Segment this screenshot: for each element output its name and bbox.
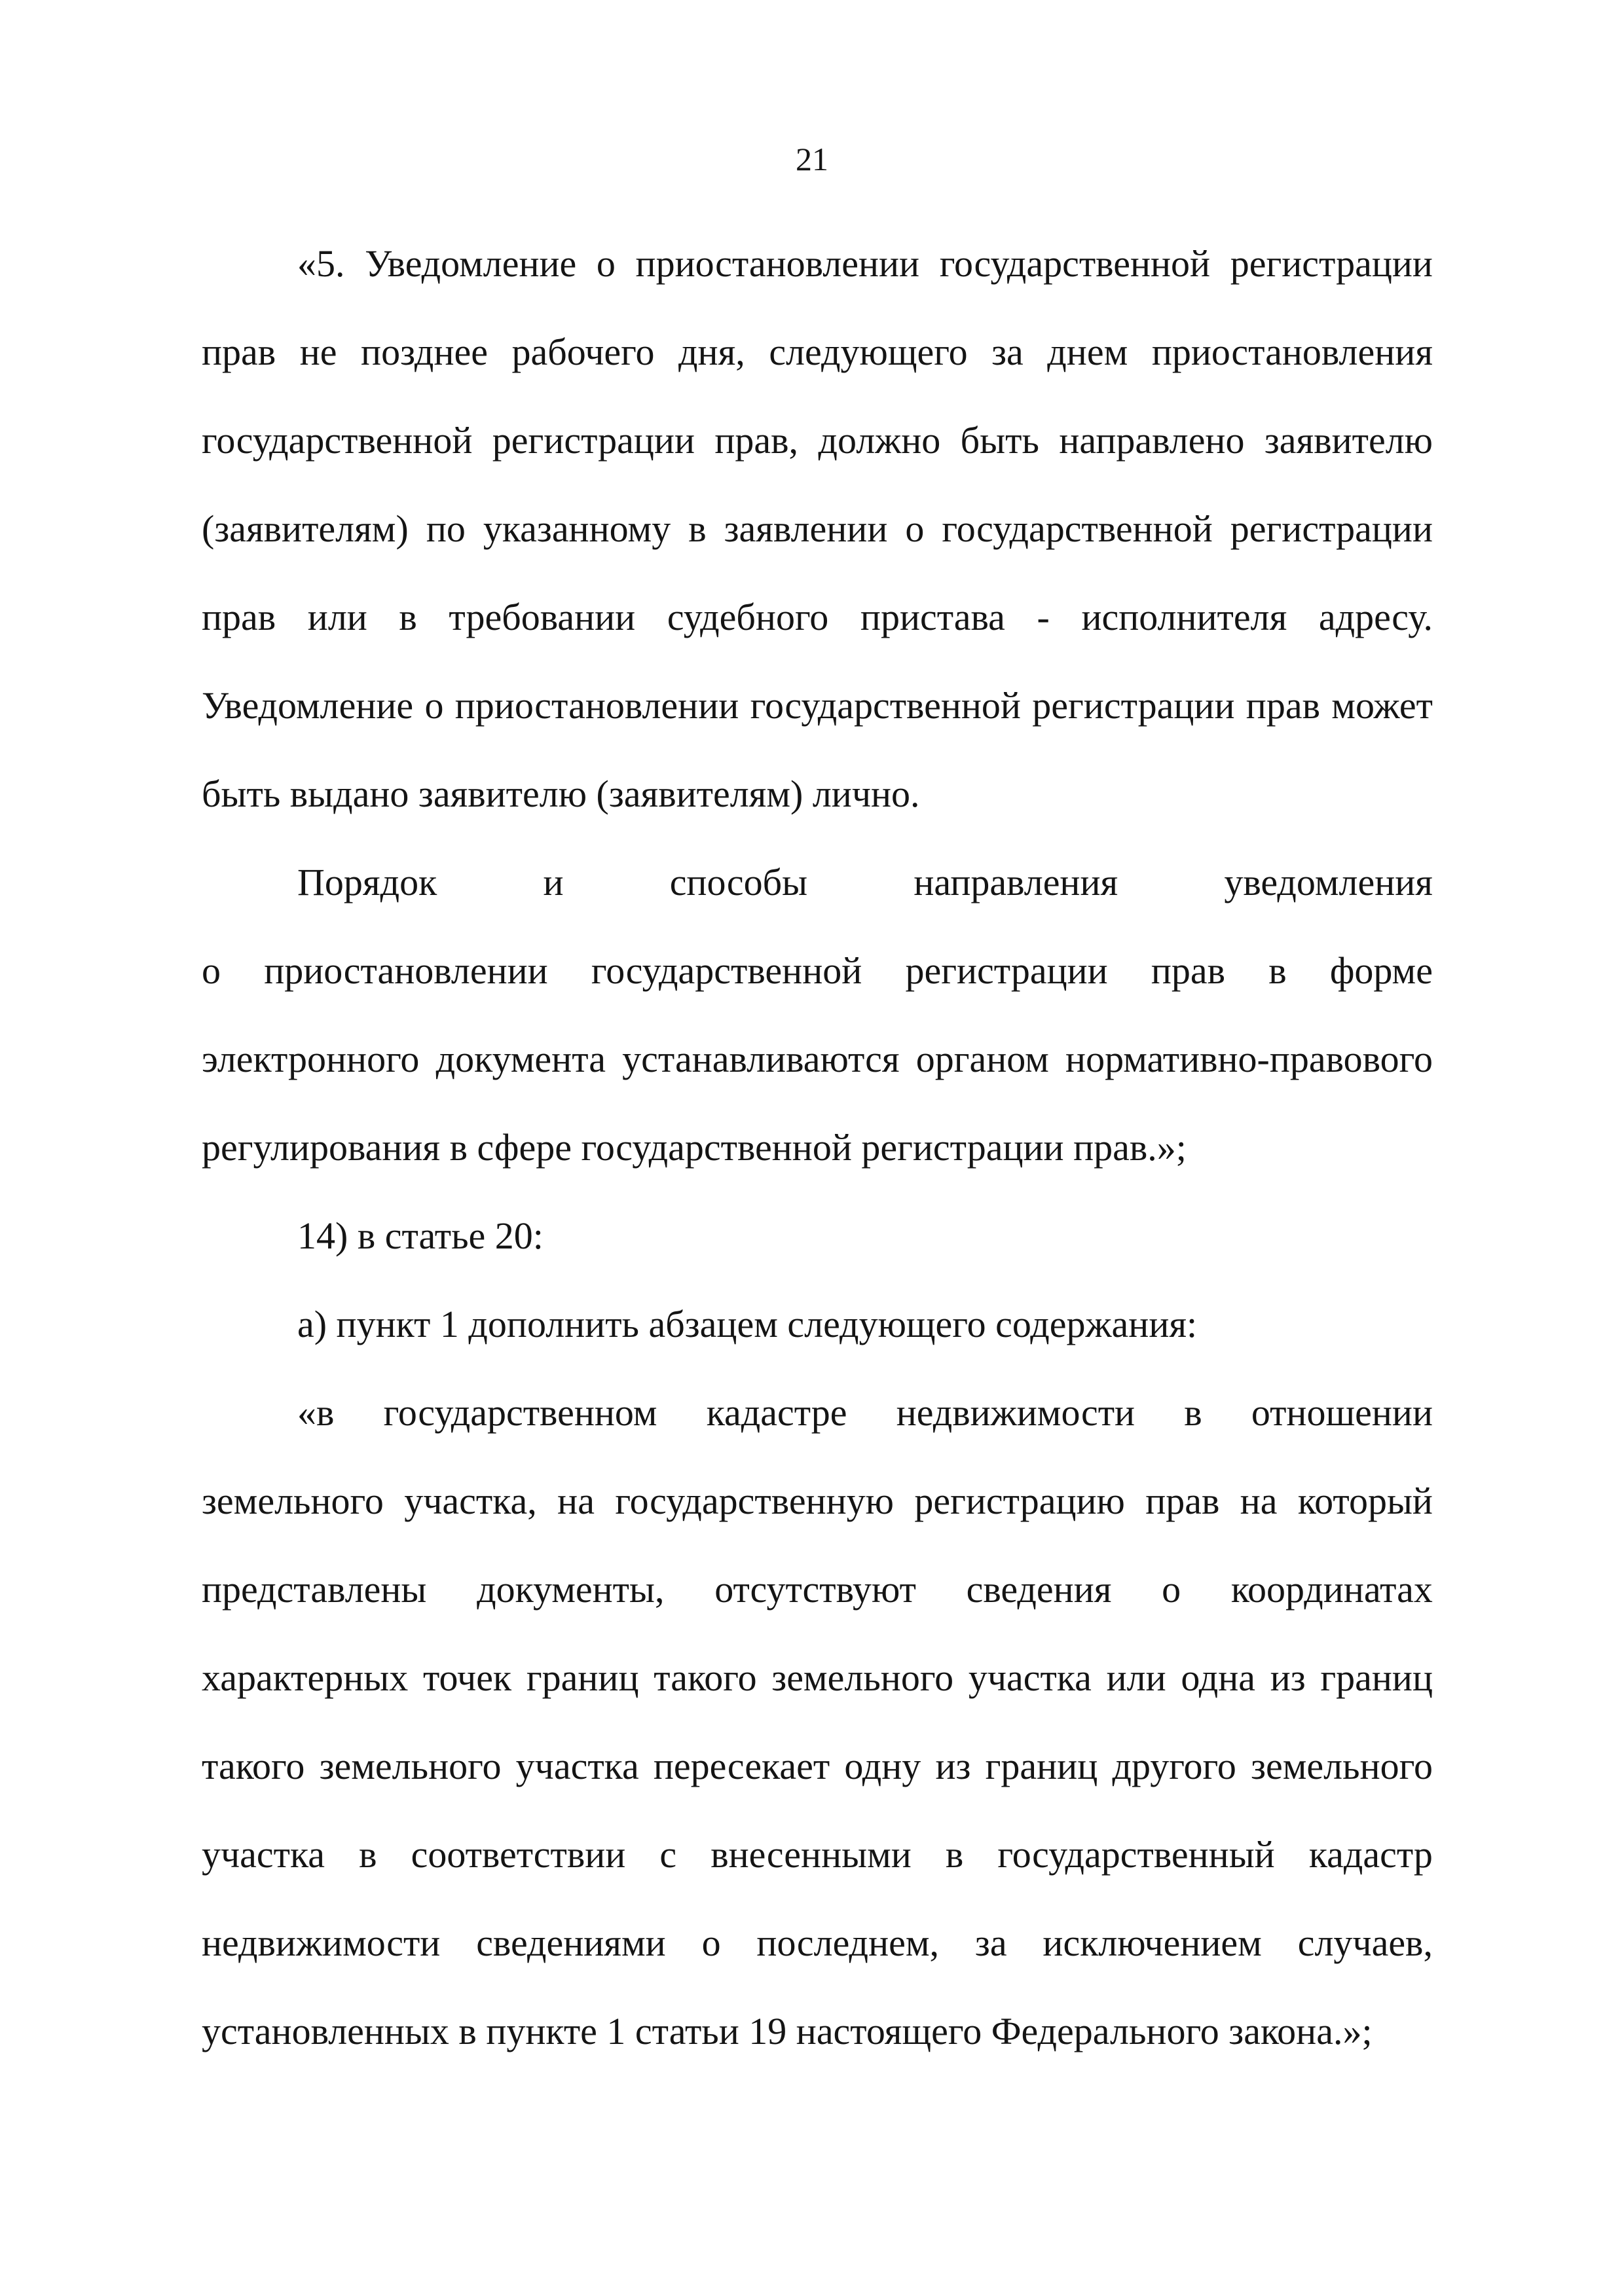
text-line xyxy=(202,1568,1433,1612)
word: о xyxy=(596,242,616,285)
word: кадастре xyxy=(706,1391,847,1434)
word: такого xyxy=(654,1656,757,1699)
word: который xyxy=(1297,1480,1433,1522)
word: указанному xyxy=(483,507,671,550)
word: или xyxy=(1106,1656,1166,1699)
word: прав xyxy=(1246,684,1320,727)
word: Уведомление xyxy=(365,242,577,285)
word: адресу. xyxy=(1318,596,1433,638)
word: или xyxy=(307,596,367,638)
word: документа xyxy=(435,1038,606,1080)
word: с xyxy=(659,1833,677,1876)
word: электронного xyxy=(202,1038,420,1080)
word: должно xyxy=(818,419,941,462)
word: земельного xyxy=(202,1480,384,1522)
word: государственной xyxy=(750,684,1021,727)
word: земельного xyxy=(1251,1745,1433,1787)
text-line xyxy=(202,1833,1433,1877)
word: заявителю xyxy=(1264,419,1433,462)
word: о xyxy=(905,507,925,550)
word: участка, xyxy=(404,1480,537,1522)
word: в xyxy=(399,596,417,638)
word: исключением xyxy=(1043,1922,1262,1964)
word: способы xyxy=(669,861,808,903)
word: земельного xyxy=(771,1656,954,1699)
word: требовании xyxy=(449,596,636,638)
word: другого xyxy=(1112,1745,1236,1787)
word: на xyxy=(1240,1480,1278,1522)
word: земельного xyxy=(319,1745,502,1787)
text-line xyxy=(202,419,1433,463)
word: исполнителя xyxy=(1081,596,1287,638)
word: органом xyxy=(915,1038,1049,1080)
word: уведомления xyxy=(1224,861,1433,903)
word: о xyxy=(701,1922,721,1964)
word: прав xyxy=(202,331,276,373)
word: пересекает xyxy=(653,1745,830,1787)
word: за xyxy=(991,331,1024,373)
word: участка xyxy=(202,1833,325,1876)
word: за xyxy=(974,1922,1007,1964)
word: в xyxy=(359,1833,377,1876)
word: регистрации xyxy=(1230,507,1433,550)
word: Уведомление xyxy=(202,684,414,727)
word: соответствии xyxy=(411,1833,626,1876)
word: отсутствуют xyxy=(714,1568,916,1611)
word: регистрации xyxy=(492,419,695,462)
text-line xyxy=(297,861,1433,905)
word: (заявителям) xyxy=(202,507,409,550)
word: следующего xyxy=(769,331,968,373)
word: форме xyxy=(1329,949,1433,992)
word: границ xyxy=(985,1745,1098,1787)
word: в xyxy=(945,1833,964,1876)
word: из xyxy=(935,1745,971,1787)
word: государственный xyxy=(997,1833,1275,1876)
word: о xyxy=(1162,1568,1181,1611)
word: отношении xyxy=(1251,1391,1433,1434)
word: приостановлении xyxy=(264,949,548,992)
word: государственной xyxy=(942,507,1213,550)
text-line: быть выдано заявителю (заявителям) лично. xyxy=(202,773,920,815)
page-number: 21 xyxy=(796,141,828,177)
word: регистрации xyxy=(1032,684,1235,727)
word: из xyxy=(1270,1656,1306,1699)
word: последнем, xyxy=(756,1922,940,1964)
word: не xyxy=(299,331,337,373)
word: дня, xyxy=(678,331,745,373)
text-line xyxy=(202,596,1433,640)
word: сведениями xyxy=(476,1922,666,1964)
text-line xyxy=(202,331,1433,374)
word: одна xyxy=(1181,1656,1255,1699)
word: в xyxy=(688,507,707,550)
word: государственной xyxy=(939,242,1211,285)
word: регистрации xyxy=(1230,242,1433,285)
word: прав xyxy=(202,596,276,638)
word: границ xyxy=(1320,1656,1433,1699)
text-line xyxy=(202,1038,1433,1082)
word: недвижимости xyxy=(202,1922,441,1964)
word: рабочего xyxy=(511,331,655,373)
word: приостановления xyxy=(1151,331,1433,373)
word: направления xyxy=(913,861,1118,903)
text-line xyxy=(202,949,1433,993)
word: - xyxy=(1037,596,1050,638)
word: такого xyxy=(202,1745,305,1787)
word: государственной xyxy=(591,949,862,992)
text-line xyxy=(202,1656,1433,1700)
word: представлены xyxy=(202,1568,427,1611)
word: судебного xyxy=(667,596,829,638)
word: государственной xyxy=(202,419,473,462)
word: «5. xyxy=(297,242,345,285)
word: границ xyxy=(526,1656,639,1699)
word: государственном xyxy=(383,1391,657,1434)
text-line: 14) в статье 20: xyxy=(297,1214,544,1257)
word: характерных xyxy=(202,1656,409,1699)
text-line xyxy=(297,242,1433,286)
word: регистрацию xyxy=(914,1480,1125,1522)
word: государственную xyxy=(615,1480,894,1522)
word: о xyxy=(424,684,444,727)
text-line xyxy=(202,684,1433,728)
word: приостановлении xyxy=(454,684,739,727)
word: приостановлении xyxy=(635,242,920,285)
word: Порядок xyxy=(297,861,437,903)
text-line xyxy=(297,1391,1433,1435)
word: днем xyxy=(1047,331,1128,373)
text-line xyxy=(202,507,1433,551)
word: одну xyxy=(844,1745,921,1787)
word: позднее xyxy=(361,331,488,373)
text-line xyxy=(202,1922,1433,1965)
word: точек xyxy=(422,1656,512,1699)
word: в xyxy=(1184,1391,1202,1434)
word: кадастр xyxy=(1308,1833,1433,1876)
word: направлено xyxy=(1059,419,1245,462)
word: на xyxy=(557,1480,595,1522)
word: по xyxy=(426,507,466,550)
word: быть xyxy=(960,419,1039,462)
word: пристава xyxy=(860,596,1005,638)
word: устанавливаются xyxy=(622,1038,900,1080)
word: недвижимости xyxy=(896,1391,1135,1434)
text-line: регулирования в сфере государственной регистрации прав.»; xyxy=(202,1126,1187,1169)
word: «в xyxy=(297,1391,335,1434)
word: о xyxy=(202,949,221,992)
word: сведения xyxy=(966,1568,1112,1611)
word: внесенными xyxy=(710,1833,912,1876)
word: прав xyxy=(1151,949,1226,992)
word: регистрации xyxy=(905,949,1108,992)
word: случаев, xyxy=(1297,1922,1433,1964)
text-line: а) пункт 1 дополнить абзацем следующего содержания: xyxy=(297,1303,1198,1345)
word: координатах xyxy=(1230,1568,1433,1611)
word: прав, xyxy=(714,419,799,462)
text-line: установленных в пункте 1 статьи 19 настоящего Федерального закона.»; xyxy=(202,2010,1373,2052)
text-line xyxy=(202,1480,1433,1523)
word: заявлении xyxy=(724,507,888,550)
word: прав xyxy=(1145,1480,1220,1522)
word: может xyxy=(1331,684,1433,727)
word: и xyxy=(543,861,564,903)
word: нормативно-правового xyxy=(1065,1038,1433,1080)
word: документы, xyxy=(477,1568,665,1611)
word: участка xyxy=(515,1745,639,1787)
word: в xyxy=(1268,949,1287,992)
word: участка xyxy=(968,1656,1092,1699)
text-line xyxy=(202,1745,1433,1789)
